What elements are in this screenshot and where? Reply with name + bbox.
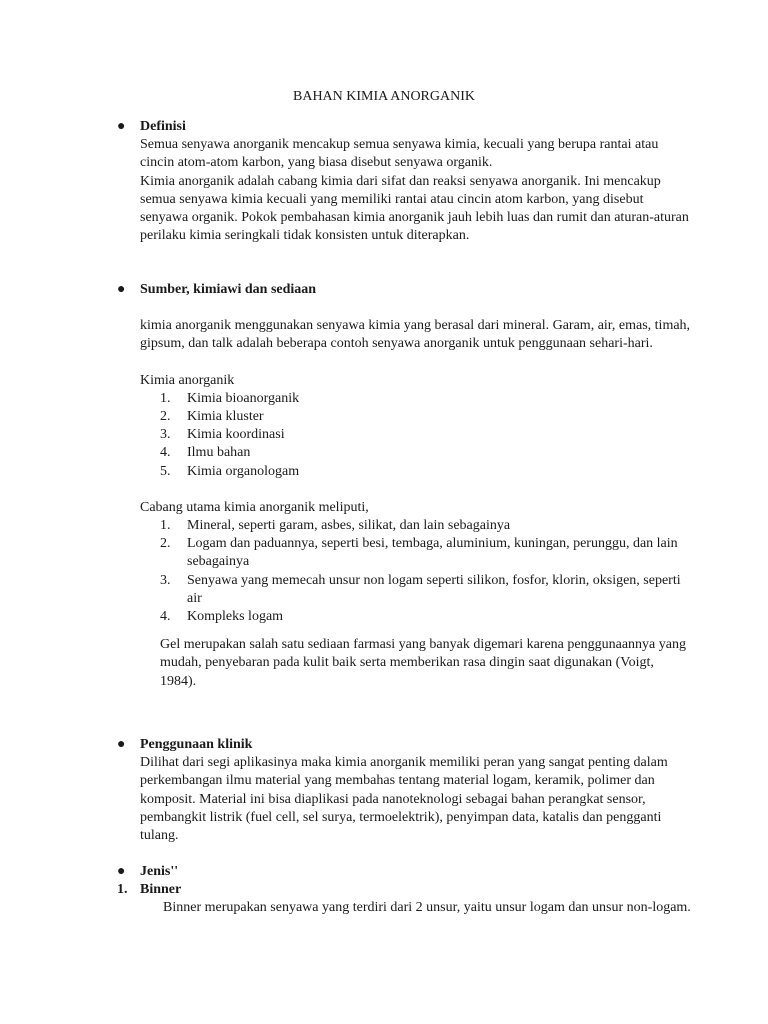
subsection-binner bbox=[117, 881, 692, 899]
numbered-list bbox=[160, 390, 692, 481]
numbered-list bbox=[160, 517, 692, 626]
list-item: 4. Kompleks logam bbox=[160, 609, 284, 625]
list-item: 4. Ilmu bahan bbox=[160, 445, 251, 461]
list-item: 2. Kimia kluster bbox=[160, 409, 264, 425]
bullet-icon: ● bbox=[117, 119, 126, 134]
section-heading: Sumber, kimiawi dan sediaan bbox=[140, 282, 317, 297]
section-penggunaan-klinik bbox=[117, 736, 692, 845]
list-item: 1. Kimia bioanorganik bbox=[160, 390, 300, 406]
section-heading: Penggunaan klinik bbox=[140, 737, 253, 752]
section-jenis bbox=[117, 863, 692, 918]
section-heading: Jenis'' bbox=[140, 864, 179, 879]
bullet-icon: ● bbox=[117, 737, 126, 752]
list-title: Cabang utama kimia anorganik meliputi, bbox=[140, 499, 369, 515]
document-title: BAHAN KIMIA ANORGANIK bbox=[293, 89, 475, 104]
paragraph: Kimia anorganik adalah cabang kimia dari sifat dan reaksi senyawa anorganik. Ini mencakup semua senyawa kimia kecuali yang memiliki rantai atau cincin atom karbon, yang disebut senyawa organik. Pokok pembahasan kimia anorganik jauh lebih luas dan rumit dan aturan-aturan perilaku kimia seringkali tidak konsisten untuk diterapkan. bbox=[140, 173, 689, 244]
paragraph: Gel merupakan salah satu sediaan farmasi yang banyak digemari karena penggunaannya yang mudah, penyebaran pada kulit baik serta memberikan rasa dingin saat digunakan (Voigt, 1984). bbox=[160, 637, 686, 689]
section-sumber bbox=[117, 281, 692, 691]
section-definisi bbox=[117, 118, 692, 245]
list-number: 1. bbox=[117, 882, 128, 898]
paragraph: Semua senyawa anorganik mencakup semua senyawa kimia, kecuali yang berupa rantai atau cincin atom-atom karbon, yang biasa disebut senyawa organik. bbox=[140, 137, 659, 171]
bullet-icon: ● bbox=[117, 864, 126, 879]
paragraph: Binner merupakan senyawa yang terdiri dari 2 unsur, yaitu unsur logam dan unsur non-logam. bbox=[163, 900, 691, 916]
list-item: 1. Mineral, seperti garam, asbes, silikat, dan lain sebagainya bbox=[160, 518, 511, 534]
list-item: 3. Kimia koordinasi bbox=[160, 427, 285, 443]
list-item: 3. Senyawa yang memecah unsur non logam seperti silikon, fosfor, klorin, oksigen, seperti air bbox=[160, 572, 681, 606]
bullet-icon: ● bbox=[117, 282, 126, 297]
paragraph: kimia anorganik menggunakan senyawa kimia yang berasal dari mineral. Garam, air, emas, timah, gipsum, dan talk adalah beberapa contoh senyawa anorganik untuk penggunaan sehari-hari. bbox=[140, 318, 691, 352]
section-heading: Definisi bbox=[140, 119, 186, 134]
list-item: 5. Kimia organologam bbox=[160, 463, 300, 479]
list-item: 2. Logam dan paduannya, seperti besi, tembaga, aluminium, kuningan, perunggu, dan lain sebagainya bbox=[160, 536, 678, 570]
subsection-heading: Binner bbox=[140, 882, 182, 898]
paragraph: Dilihat dari segi aplikasinya maka kimia anorganik memiliki peran yang sangat penting dalam perkembangan ilmu material yang membahas tentang material logam, keramik, polimer dan komposit. Material ini bisa diaplikasi pada nanoteknologi sebagai bahan perangkat sensor, pembangkit listrik (fuel cell, sel surya, termoelektrik), penyimpan data, katalis dan pengganti tulang. bbox=[140, 755, 668, 844]
list-title: Kimia anorganik bbox=[140, 372, 235, 388]
